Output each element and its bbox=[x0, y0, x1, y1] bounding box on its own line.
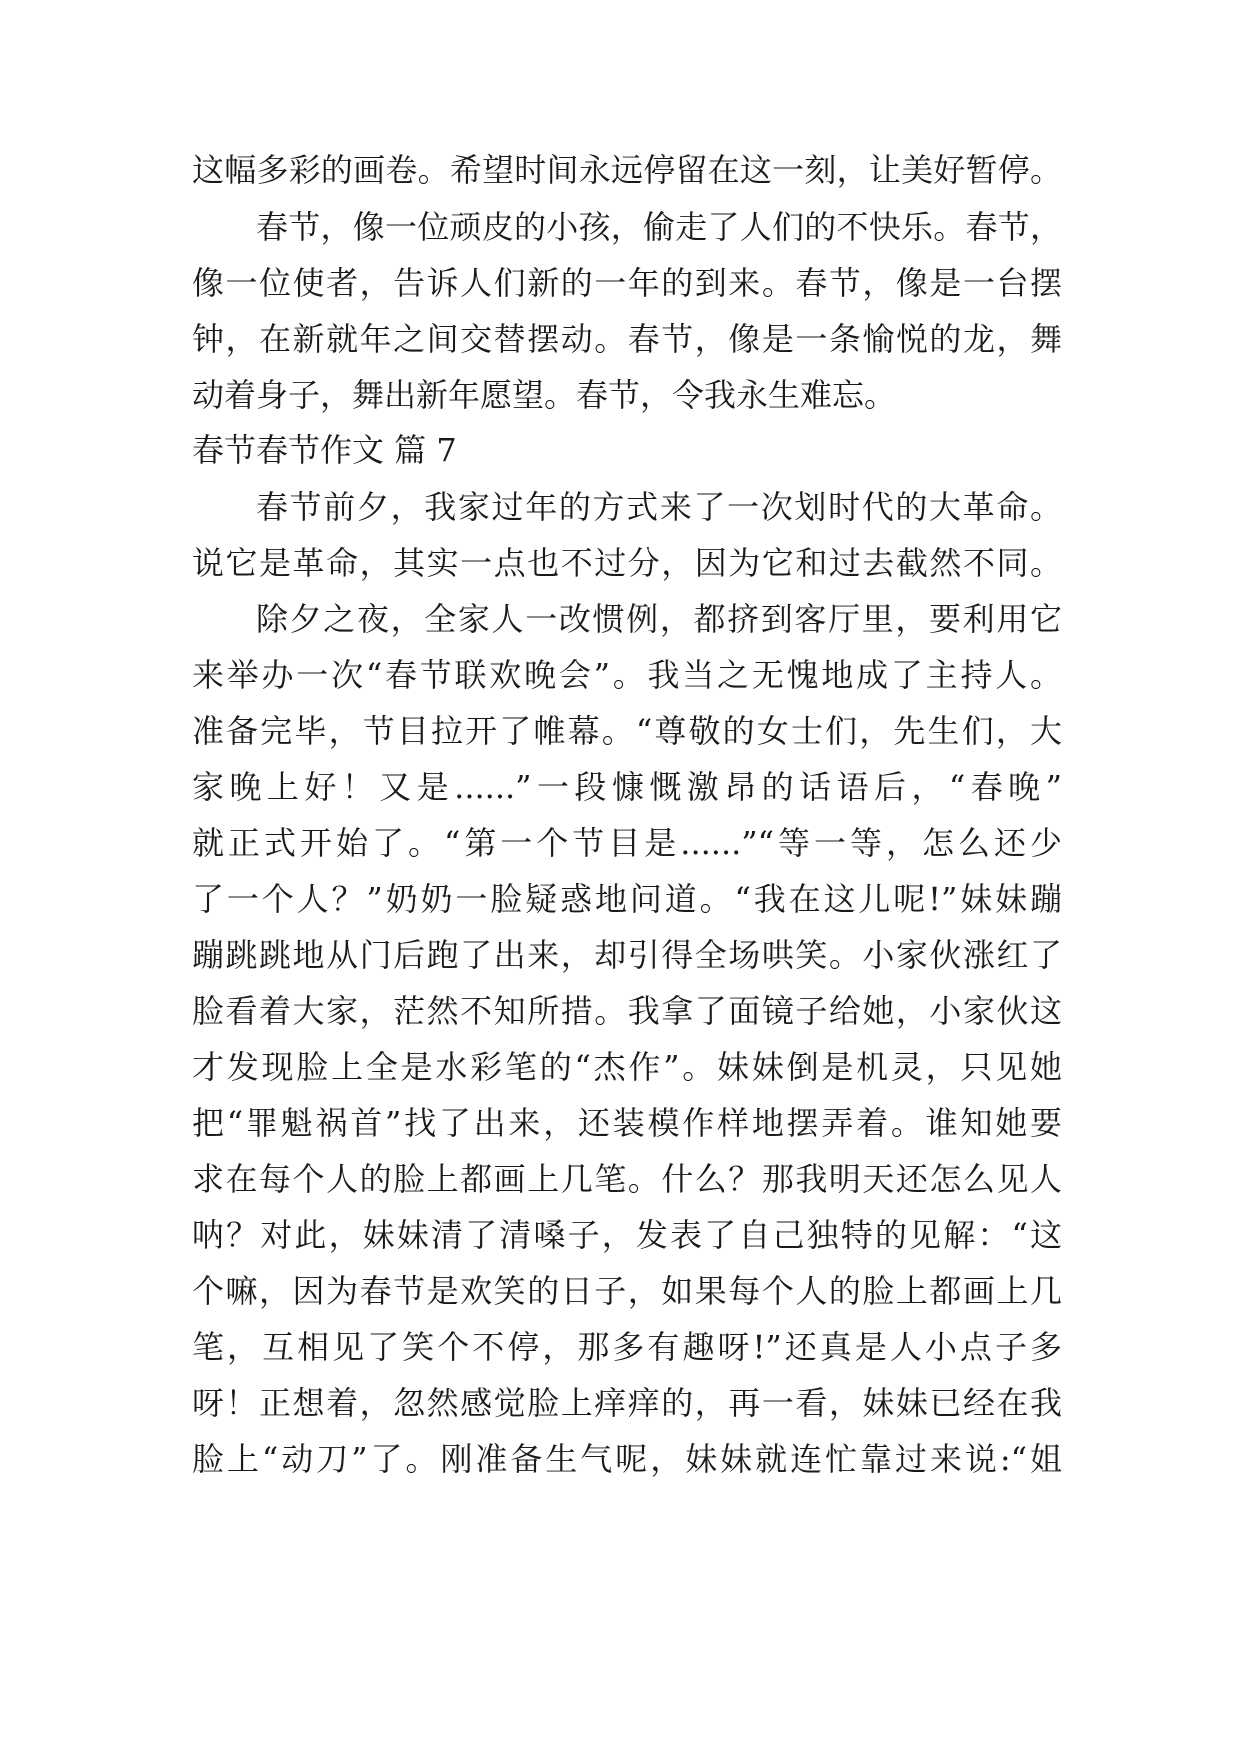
text-line: 脸看着大家，茫然不知所措。我拿了面镜子给她，小家伙这 bbox=[192, 992, 1062, 1030]
text-line: 笔，互相见了笑个不停，那多有趣呀!”还真是人小点子多 bbox=[192, 1328, 1062, 1366]
text-line: 除夕之夜，全家人一改惯例，都挤到客厅里，要利用它 bbox=[256, 600, 1062, 638]
text-line: 春节，像一位顽皮的小孩，偷走了人们的不快乐。春节， bbox=[256, 208, 1062, 246]
text-line: 像一位使者，告诉人们新的一年的到来。春节，像是一台摆 bbox=[192, 264, 1062, 302]
text-line: 脸上“动刀”了。刚准备生气呢，妹妹就连忙靠过来说:“姐 bbox=[192, 1440, 1062, 1478]
text-line: 家晚上好！又是......”一段慷慨激昂的话语后，“春晚” bbox=[192, 768, 1062, 806]
text-line: 说它是革命，其实一点也不过分，因为它和过去截然不同。 bbox=[192, 544, 1062, 582]
text-line: 动着身子，舞出新年愿望。春节，令我永生难忘。 bbox=[192, 376, 897, 414]
text-line: 就正式开始了。“第一个节目是......”“等一等，怎么还少 bbox=[192, 824, 1062, 862]
text-line: 呐？对此，妹妹清了清嗓子，发表了自己独特的见解：“这 bbox=[192, 1216, 1062, 1254]
text-line: 准备完毕，节目拉开了帷幕。“尊敬的女士们，先生们，大 bbox=[192, 712, 1062, 750]
text-line: 来举办一次“春节联欢晚会”。我当之无愧地成了主持人。 bbox=[192, 656, 1062, 694]
section-heading: 春节春节作文 篇 7 bbox=[192, 431, 457, 469]
text-line: 春节前夕，我家过年的方式来了一次划时代的大革命。 bbox=[256, 488, 1062, 526]
text-line: 求在每个人的脸上都画上几笔。什么？那我明天还怎么见人 bbox=[192, 1160, 1062, 1198]
text-line: 这幅多彩的画卷。希望时间永远停留在这一刻，让美好暂停。 bbox=[192, 151, 1062, 189]
text-line: 蹦跳跳地从门后跑了出来，却引得全场哄笑。小家伙涨红了 bbox=[192, 936, 1062, 974]
text-line: 钟，在新就年之间交替摆动。春节，像是一条愉悦的龙，舞 bbox=[192, 320, 1062, 358]
text-line: 才发现脸上全是水彩笔的“杰作”。妹妹倒是机灵，只见她 bbox=[192, 1048, 1062, 1086]
text-line: 个嘛，因为春节是欢笑的日子，如果每个人的脸上都画上几 bbox=[192, 1272, 1062, 1310]
text-line: 呀！正想着，忽然感觉脸上痒痒的，再一看，妹妹已经在我 bbox=[192, 1384, 1062, 1422]
text-line: 把“罪魁祸首”找了出来，还装模作样地摆弄着。谁知她要 bbox=[192, 1104, 1062, 1142]
text-line: 了一个人？”奶奶一脸疑惑地问道。“我在这儿呢!”妹妹蹦 bbox=[192, 880, 1062, 918]
